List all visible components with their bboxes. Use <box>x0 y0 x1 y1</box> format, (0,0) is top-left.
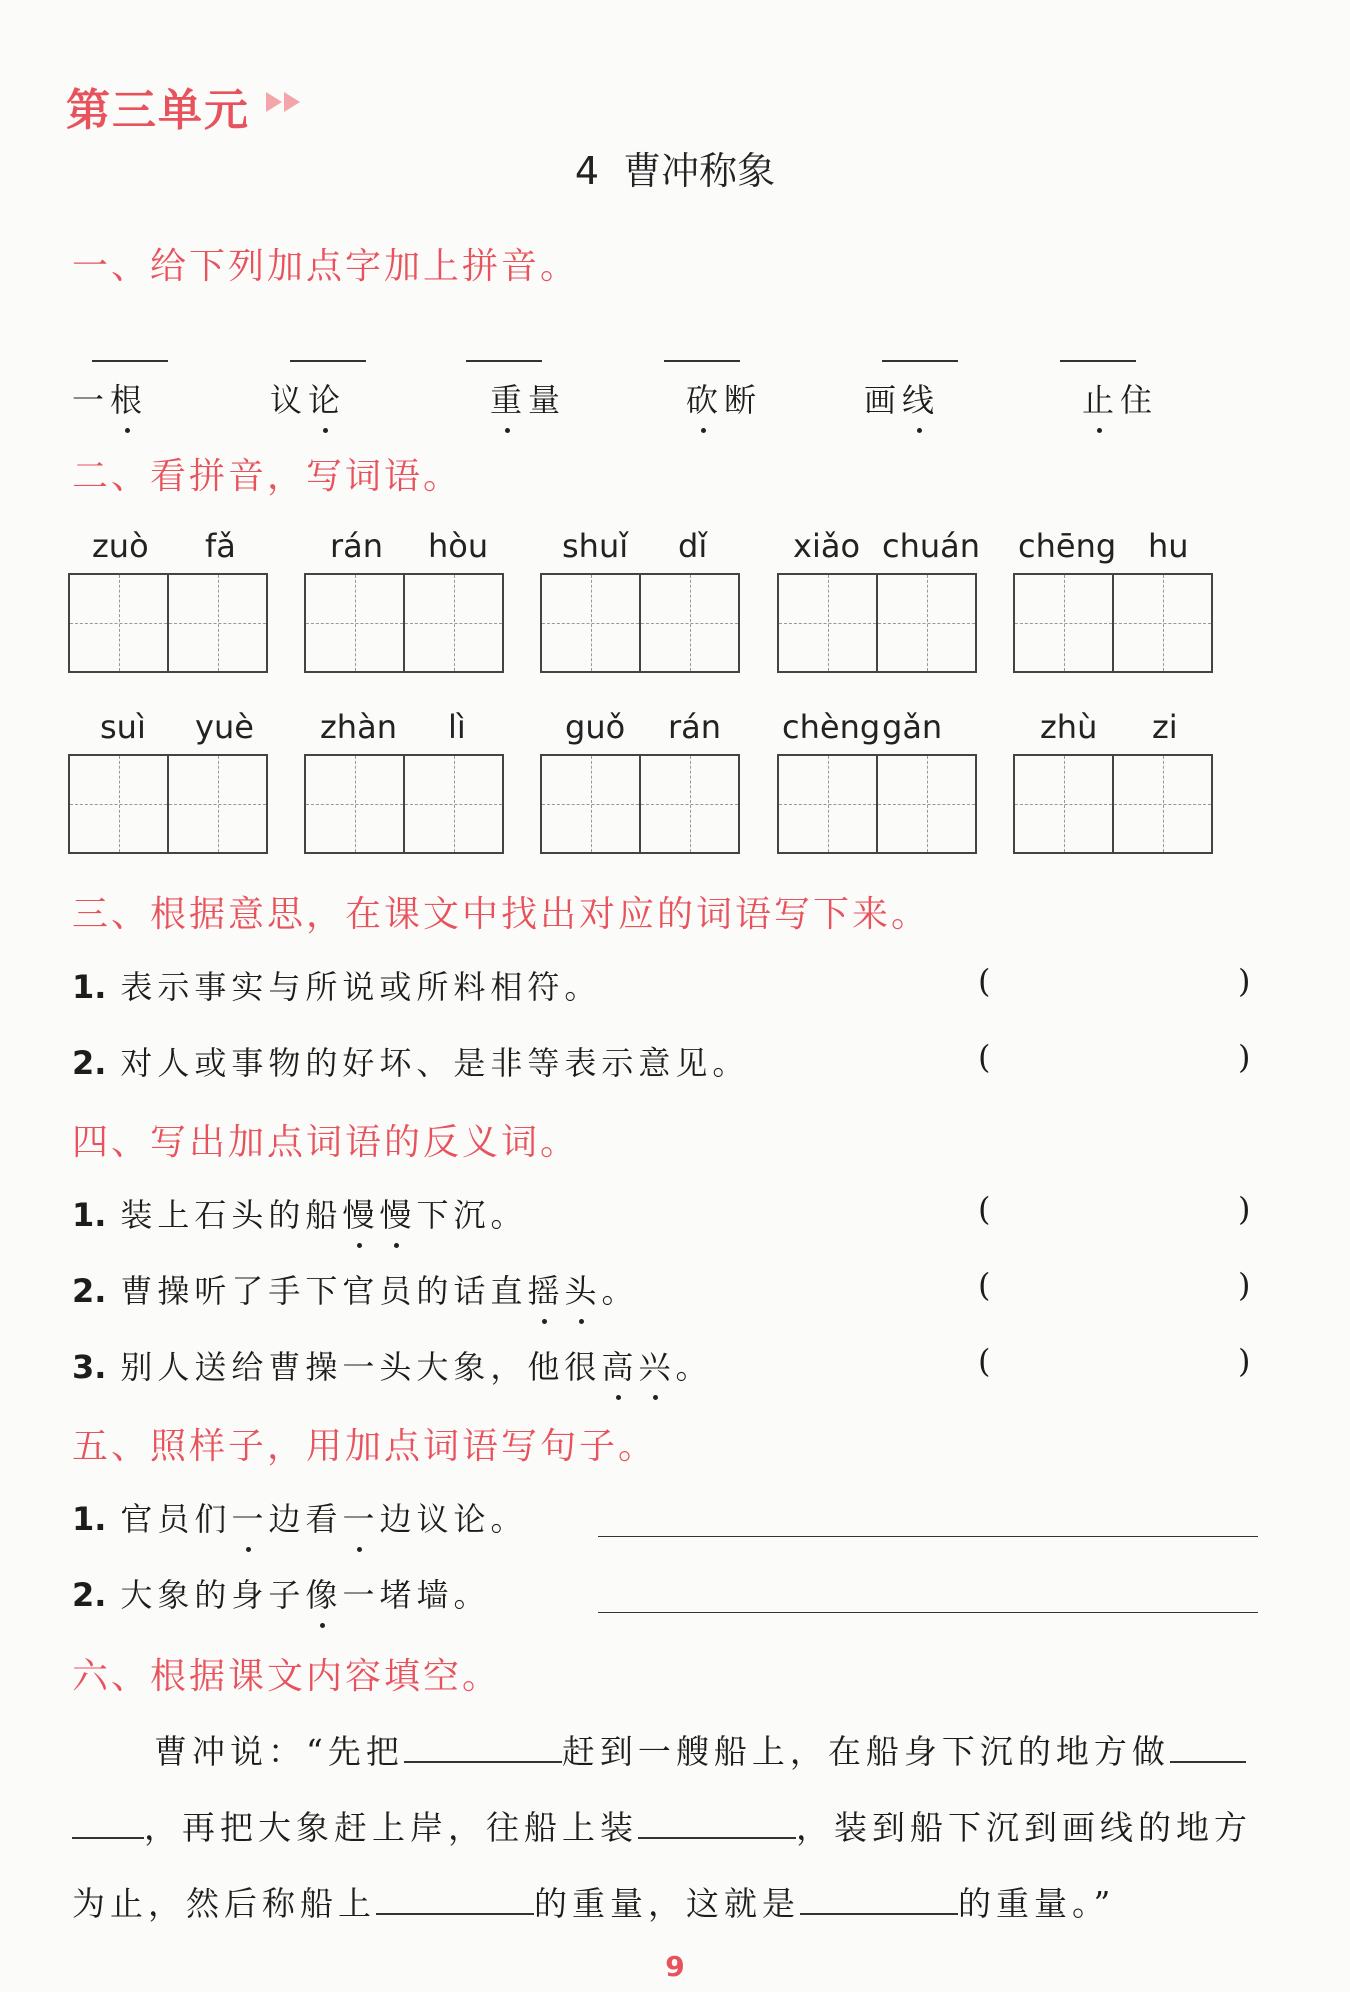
section-3-title: 三、根据意思，在课文中找出对应的词语写下来。 <box>72 894 931 935</box>
fill-paragraph-line-3: 为止，然后称船上 的重量，这就是 的重量。” <box>72 1884 1116 1923</box>
pinyin-answer-line[interactable] <box>290 360 366 362</box>
pinyin-answer-line[interactable] <box>664 360 740 362</box>
writing-grid[interactable] <box>1013 754 1213 854</box>
question-item: 2. 大象的身子像一堵墙。 <box>72 1570 490 1616</box>
writing-grid[interactable] <box>777 573 977 673</box>
sentence-answer-line[interactable] <box>598 1536 1258 1537</box>
answer-paren-close: ) <box>1238 1266 1251 1304</box>
unit-title: 第三单元 <box>66 85 250 136</box>
word-item: 画线 <box>864 375 940 421</box>
writing-grid[interactable] <box>540 573 740 673</box>
section-1-title: 一、给下列加点字加上拼音。 <box>72 246 580 287</box>
section-5-title: 五、照样子，用加点词语写句子。 <box>72 1426 658 1467</box>
answer-paren-open: ( <box>978 1038 991 1076</box>
answer-paren-open: ( <box>978 962 991 1000</box>
writing-grid[interactable] <box>68 754 268 854</box>
lesson-name: 曹冲称象 <box>623 149 776 193</box>
section-6-title: 六、根据课文内容填空。 <box>72 1656 502 1697</box>
pinyin-answer-line[interactable] <box>92 360 168 362</box>
lesson-number: 4 <box>574 149 600 193</box>
answer-paren-close: ) <box>1238 1038 1251 1076</box>
word-item: 砍断 <box>686 375 762 421</box>
sentence-answer-line[interactable] <box>598 1612 1258 1613</box>
pinyin-answer-line[interactable] <box>1060 360 1136 362</box>
answer-paren-open: ( <box>978 1266 991 1304</box>
writing-grid[interactable] <box>304 573 504 673</box>
lesson-title <box>0 140 1350 195</box>
pinyin-answer-line[interactable] <box>882 360 958 362</box>
question-item: 2. 曹操听了手下官员的话直摇头。 <box>72 1266 638 1312</box>
writing-grid[interactable] <box>777 754 977 854</box>
fill-blank[interactable] <box>72 1807 144 1839</box>
question-item: 2. 对人或事物的好坏、是非等表示意见。 <box>72 1044 750 1082</box>
writing-grid[interactable] <box>1013 573 1213 673</box>
answer-paren-close: ) <box>1238 962 1251 1000</box>
question-item: 1. 表示事实与所说或所料相符。 <box>72 968 602 1006</box>
double-arrow-icon <box>266 90 306 114</box>
question-item: 1. 官员们一边看一边议论。 <box>72 1494 528 1540</box>
answer-paren-close: ) <box>1238 1190 1251 1228</box>
answer-paren-open: ( <box>978 1190 991 1228</box>
fill-blank[interactable] <box>638 1807 796 1839</box>
fill-paragraph-line-2: ，再把大象赶上岸，往船上装 ，装到船下沉到画线的地方 <box>72 1802 1262 1849</box>
fill-blank[interactable] <box>800 1883 958 1915</box>
pinyin-row-2: suì yuè zhàn lì guǒ rán chèng gǎn zhù zi <box>100 708 1178 746</box>
fill-paragraph-line-1: 曹冲说：“先把 赶到一艘船上，在船身下沉的地方做 <box>72 1726 1262 1773</box>
question-item: 1. 装上石头的船慢慢下沉。 <box>72 1190 528 1236</box>
word-item: 重量 <box>490 375 566 421</box>
writing-grid[interactable] <box>540 754 740 854</box>
answer-paren-open: ( <box>978 1342 991 1380</box>
page-number: 9 <box>665 1950 685 1983</box>
fill-blank[interactable] <box>376 1883 534 1915</box>
word-item: 议论 <box>270 375 346 421</box>
writing-grid[interactable] <box>304 754 504 854</box>
section-2-title: 二、看拼音，写词语。 <box>72 456 463 497</box>
word-item: 一根 <box>72 375 148 421</box>
fill-blank[interactable] <box>1170 1731 1246 1763</box>
pinyin-answer-line[interactable] <box>466 360 542 362</box>
section-4-title: 四、写出加点词语的反义词。 <box>72 1122 580 1163</box>
fill-blank[interactable] <box>404 1731 562 1763</box>
answer-paren-close: ) <box>1238 1342 1251 1380</box>
question-item: 3. 别人送给曹操一头大象，他很高兴。 <box>72 1342 712 1388</box>
pinyin-row-1: zuò fǎ rán hòu shuǐ dǐ xiǎo chuán chēng hu <box>92 527 1189 565</box>
word-item: 止住 <box>1082 375 1158 421</box>
writing-grid[interactable] <box>68 573 268 673</box>
